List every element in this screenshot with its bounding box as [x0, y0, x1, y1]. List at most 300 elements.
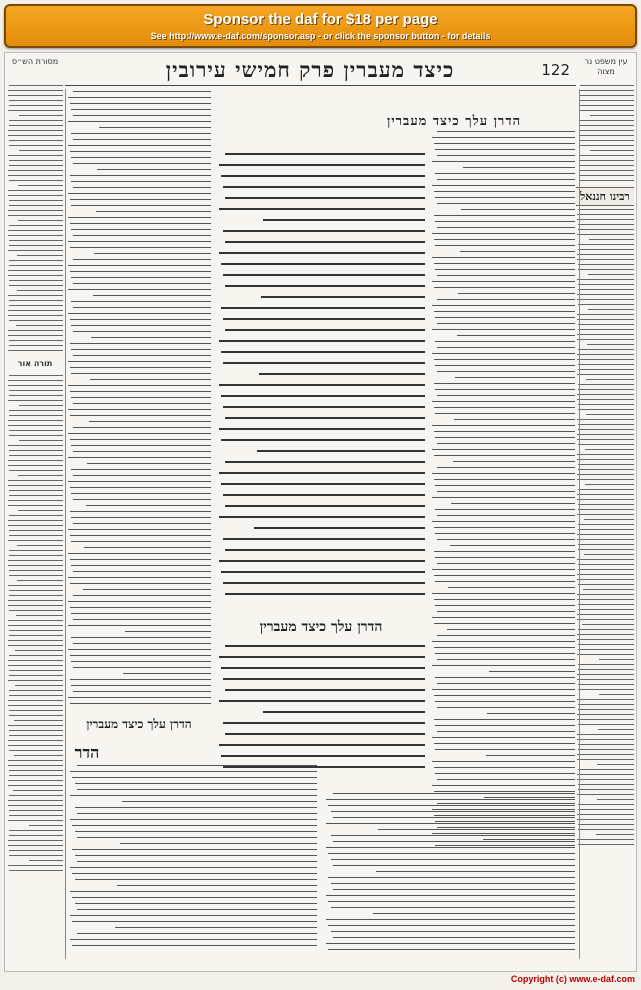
text-line: [9, 410, 63, 411]
text-line: [486, 755, 575, 756]
text-line: [263, 711, 425, 713]
text-line: [219, 164, 425, 166]
text-line: [8, 130, 63, 131]
text-line: [96, 211, 211, 212]
text-line: [432, 353, 575, 354]
text-line: [577, 354, 634, 355]
text-line: [435, 509, 575, 510]
text-line: [8, 500, 63, 501]
text-line: [9, 490, 63, 491]
text-line: [73, 259, 211, 260]
text-line: [9, 630, 63, 631]
text-line: [578, 584, 634, 585]
text-line: [577, 534, 634, 535]
text-line: [8, 780, 63, 781]
text-line: [8, 520, 63, 521]
text-line: [71, 181, 211, 182]
text-line: [9, 815, 63, 816]
text-line: [9, 125, 63, 126]
text-line: [578, 489, 634, 490]
text-line: [77, 765, 317, 766]
text-line: [225, 549, 425, 551]
text-line: [432, 257, 575, 258]
text-line: [434, 767, 575, 768]
text-line: [578, 209, 634, 210]
text-line: [432, 569, 575, 570]
text-line: [70, 175, 211, 176]
text-line: [8, 640, 63, 641]
text-line: [578, 304, 634, 305]
text-line: [254, 527, 425, 529]
text-line: [577, 314, 634, 315]
text-line: [378, 829, 575, 830]
text-line: [71, 517, 211, 518]
text-line: [577, 234, 634, 235]
text-line: [9, 280, 63, 281]
text-line: [435, 533, 575, 534]
text-line: [331, 835, 575, 836]
text-line: [435, 173, 575, 174]
text-line: [75, 903, 318, 904]
text-line: [434, 359, 575, 360]
text-line: [577, 774, 634, 775]
text-line: [432, 401, 575, 402]
text-line: [8, 585, 63, 586]
text-line: [68, 385, 211, 386]
text-line: [17, 255, 63, 256]
text-line: [578, 669, 634, 670]
text-line: [72, 849, 317, 850]
text-line: [219, 700, 425, 702]
text-line: [577, 399, 634, 400]
text-line: [259, 373, 425, 375]
text-line: [8, 560, 63, 561]
text-line: [9, 285, 63, 286]
text-line: [578, 549, 634, 550]
text-line: [432, 761, 575, 762]
text-line: [9, 675, 63, 676]
text-line: [73, 355, 211, 356]
text-line: [68, 121, 211, 122]
text-line: [9, 260, 63, 261]
text-line: [72, 897, 317, 898]
text-line: [73, 115, 211, 116]
text-line: [71, 301, 211, 302]
text-line: [219, 208, 425, 210]
text-line: [8, 660, 63, 661]
text-line: [578, 269, 634, 270]
sponsor-banner[interactable]: [4, 4, 637, 48]
text-line: [8, 760, 63, 761]
text-line: [437, 299, 575, 300]
text-line: [331, 883, 575, 884]
text-line: [578, 524, 634, 525]
text-line: [437, 371, 575, 372]
text-line: [434, 599, 575, 600]
text-line: [434, 191, 575, 192]
text-line: [584, 519, 634, 520]
text-line: [432, 161, 575, 162]
text-line: [450, 545, 575, 546]
text-line: [578, 289, 634, 290]
text-line: [8, 485, 63, 486]
text-line: [70, 679, 211, 680]
text-line: [68, 265, 211, 266]
text-line: [219, 252, 425, 254]
text-line: [8, 295, 63, 296]
text-line: [578, 544, 634, 545]
text-line: [578, 464, 634, 465]
text-line: [432, 785, 575, 786]
text-line: [70, 367, 211, 368]
text-line: [577, 559, 634, 560]
rabbeinu-chananel-text: [576, 209, 634, 849]
text-line: [577, 619, 634, 620]
text-line: [460, 251, 575, 252]
text-line: [70, 319, 211, 320]
text-line: [19, 440, 63, 441]
text-line: [597, 799, 634, 800]
text-line: [9, 555, 63, 556]
text-line: [578, 629, 634, 630]
hadran-middle: הדרן עלך כיצד מעברין: [259, 619, 383, 635]
text-line: [437, 707, 575, 708]
text-line: [577, 439, 634, 440]
text-line: [19, 405, 63, 406]
text-line: [70, 819, 318, 820]
text-line: [73, 403, 211, 404]
text-line: [9, 450, 63, 451]
text-line: [122, 801, 317, 802]
text-line: [8, 845, 63, 846]
text-line: [70, 415, 211, 416]
text-line: [578, 664, 634, 665]
text-line: [221, 755, 425, 757]
text-line: [68, 313, 211, 314]
text-line: [579, 90, 634, 91]
text-line: [87, 463, 211, 464]
text-line: [221, 395, 425, 397]
text-line: [453, 461, 575, 462]
text-line: [90, 379, 211, 380]
text-line: [68, 145, 211, 146]
text-line: [326, 823, 575, 824]
mesoret-hashas-label: מסורת הש״ס: [11, 57, 59, 66]
text-line: [223, 582, 425, 584]
text-line: [8, 800, 63, 801]
text-line: [434, 479, 575, 480]
text-line: [223, 318, 425, 320]
text-line: [97, 169, 211, 170]
text-line: [70, 607, 211, 608]
text-line: [432, 305, 575, 306]
text-line: [9, 105, 63, 106]
text-line: [577, 654, 634, 655]
text-line: [9, 320, 63, 321]
text-line: [434, 455, 575, 456]
text-line: [9, 100, 63, 101]
text-line: [9, 635, 63, 636]
text-line: [577, 779, 634, 780]
text-line: [8, 745, 63, 746]
text-line: [9, 775, 63, 776]
text-line: [435, 197, 575, 198]
text-line: [8, 330, 63, 331]
text-line: [8, 155, 63, 156]
text-line: [580, 145, 634, 146]
text-line: [8, 840, 63, 841]
text-line: [73, 91, 211, 92]
text-line: [451, 503, 575, 504]
text-line: [8, 215, 63, 216]
text-line: [84, 547, 211, 548]
sponsor-title[interactable]: Sponsor the daf for $18 per page: [203, 11, 438, 28]
text-line: [578, 829, 634, 830]
text-line: [437, 779, 575, 780]
text-line: [9, 610, 63, 611]
text-line: [578, 444, 634, 445]
text-line: [577, 599, 634, 600]
text-line: [9, 85, 63, 86]
text-line: [432, 185, 575, 186]
text-line: [590, 115, 634, 116]
text-line: [333, 817, 575, 818]
text-line: [93, 295, 211, 296]
text-line: [18, 510, 63, 511]
text-line: [580, 120, 634, 121]
text-line: [68, 241, 211, 242]
text-line: [8, 175, 63, 176]
text-line: [326, 919, 575, 920]
text-line: [73, 283, 211, 284]
text-line: [9, 165, 63, 166]
text-line: [333, 865, 575, 866]
text-line: [70, 891, 318, 892]
text-line: [437, 203, 575, 204]
text-line: [579, 135, 634, 136]
text-line: [432, 641, 575, 642]
text-line: [75, 783, 318, 784]
text-line: [70, 655, 211, 656]
text-line: [579, 110, 634, 111]
text-line: [71, 469, 211, 470]
text-line: [333, 937, 575, 938]
text-line: [68, 457, 211, 458]
text-line: [437, 563, 575, 564]
text-line: [578, 784, 634, 785]
text-line: [73, 523, 211, 524]
text-line: [221, 175, 425, 177]
text-line: [9, 430, 63, 431]
text-line: [219, 472, 425, 474]
text-line: [68, 409, 211, 410]
text-line: [578, 284, 634, 285]
text-line: [457, 335, 575, 336]
text-line: [8, 350, 63, 351]
text-line: [577, 734, 634, 735]
text-line: [8, 605, 63, 606]
text-line: [219, 428, 425, 430]
text-line: [577, 294, 634, 295]
text-line: [221, 263, 425, 265]
text-line: [9, 855, 63, 856]
text-line: [14, 755, 63, 756]
text-line: [586, 414, 634, 415]
text-line: [8, 90, 63, 91]
text-line: [70, 771, 318, 772]
text-line: [8, 270, 63, 271]
text-line: [577, 219, 634, 220]
text-line: [432, 665, 575, 666]
text-line: [73, 163, 211, 164]
text-line: [435, 341, 575, 342]
text-line: [77, 933, 317, 934]
text-line: [579, 155, 634, 156]
text-line: [219, 516, 425, 518]
text-line: [71, 157, 211, 158]
text-line: [70, 343, 211, 344]
text-line: [434, 263, 575, 264]
tosafot-column: [67, 91, 211, 711]
text-line: [9, 495, 63, 496]
text-line: [577, 719, 634, 720]
text-line: [437, 659, 575, 660]
text-line: [437, 179, 575, 180]
text-line: [70, 915, 318, 916]
text-line: [578, 649, 634, 650]
text-line: [577, 214, 634, 215]
text-line: [437, 515, 575, 516]
text-line: [70, 103, 211, 104]
text-line: [590, 150, 634, 151]
rabbeinu-chananel-label: רבינו חננאל: [576, 187, 634, 206]
text-line: [577, 819, 634, 820]
text-line: [432, 137, 575, 138]
text-line: [8, 95, 63, 96]
text-line: [577, 374, 634, 375]
text-line: [75, 855, 318, 856]
text-line: [8, 110, 63, 111]
text-line: [435, 653, 575, 654]
text-line: [8, 210, 63, 211]
text-line: [437, 467, 575, 468]
text-line: [8, 230, 63, 231]
text-line: [263, 219, 425, 221]
text-line: [68, 361, 211, 362]
text-line: [70, 511, 211, 512]
text-line: [77, 837, 317, 838]
text-line: [9, 245, 63, 246]
text-line: [8, 445, 63, 446]
text-line: [579, 170, 634, 171]
text-line: [219, 384, 425, 386]
text-line: [434, 215, 575, 216]
text-line: [99, 127, 211, 128]
text-line: [71, 205, 211, 206]
text-line: [225, 285, 425, 287]
text-line: [435, 605, 575, 606]
text-line: [435, 677, 575, 678]
text-line: [463, 167, 575, 168]
text-line: [577, 434, 634, 435]
text-line: [586, 379, 634, 380]
text-line: [75, 879, 318, 880]
text-line: [487, 713, 575, 714]
text-line: [434, 311, 575, 312]
text-line: [72, 873, 317, 874]
text-line: [71, 661, 211, 662]
text-line: [8, 785, 63, 786]
gemara-text: [217, 153, 425, 613]
text-line: [437, 635, 575, 636]
text-line: [8, 525, 63, 526]
text-line: [333, 841, 575, 842]
text-line: [72, 945, 317, 946]
hadran-left: הדרן עלך כיצד מעברין: [86, 717, 192, 731]
text-line: [432, 473, 575, 474]
text-line: [580, 105, 634, 106]
text-line: [9, 575, 63, 576]
text-line: [434, 431, 575, 432]
text-line: [588, 274, 634, 275]
text-line: [9, 225, 63, 226]
text-line: [72, 825, 317, 826]
text-line: [577, 299, 634, 300]
text-line: [578, 329, 634, 330]
text-line: [72, 921, 317, 922]
text-line: [221, 571, 425, 573]
text-line: [72, 777, 317, 778]
text-line: [8, 250, 63, 251]
text-line: [68, 553, 211, 554]
text-line: [578, 564, 634, 565]
text-line: [9, 730, 63, 731]
text-line: [8, 505, 63, 506]
text-line: [221, 307, 425, 309]
text-line: [580, 100, 634, 101]
text-line: [435, 245, 575, 246]
text-line: [596, 834, 634, 835]
text-line: [434, 287, 575, 288]
text-line: [261, 296, 425, 298]
sponsor-subtitle[interactable]: See http://www.e-daf.com/sponsor.asp - or click the sponsor button - for details: [150, 31, 491, 41]
text-line: [9, 390, 63, 391]
text-line: [577, 359, 634, 360]
text-line: [71, 325, 211, 326]
text-line: [578, 504, 634, 505]
text-line: [435, 701, 575, 702]
text-line: [8, 680, 63, 681]
text-line: [71, 565, 211, 566]
text-line: [9, 710, 63, 711]
text-line: [225, 461, 425, 463]
text-line: [71, 541, 211, 542]
text-line: [577, 794, 634, 795]
text-line: [448, 587, 575, 588]
text-line: [225, 329, 425, 331]
text-line: [8, 705, 63, 706]
text-line: [435, 749, 575, 750]
text-line: [434, 719, 575, 720]
text-line: [123, 673, 211, 674]
text-line: [223, 406, 425, 408]
text-line: [578, 469, 634, 470]
text-line: [580, 165, 634, 166]
text-line: [8, 275, 63, 276]
text-line: [577, 614, 634, 615]
text-line: [432, 497, 575, 498]
text-line: [578, 529, 634, 530]
